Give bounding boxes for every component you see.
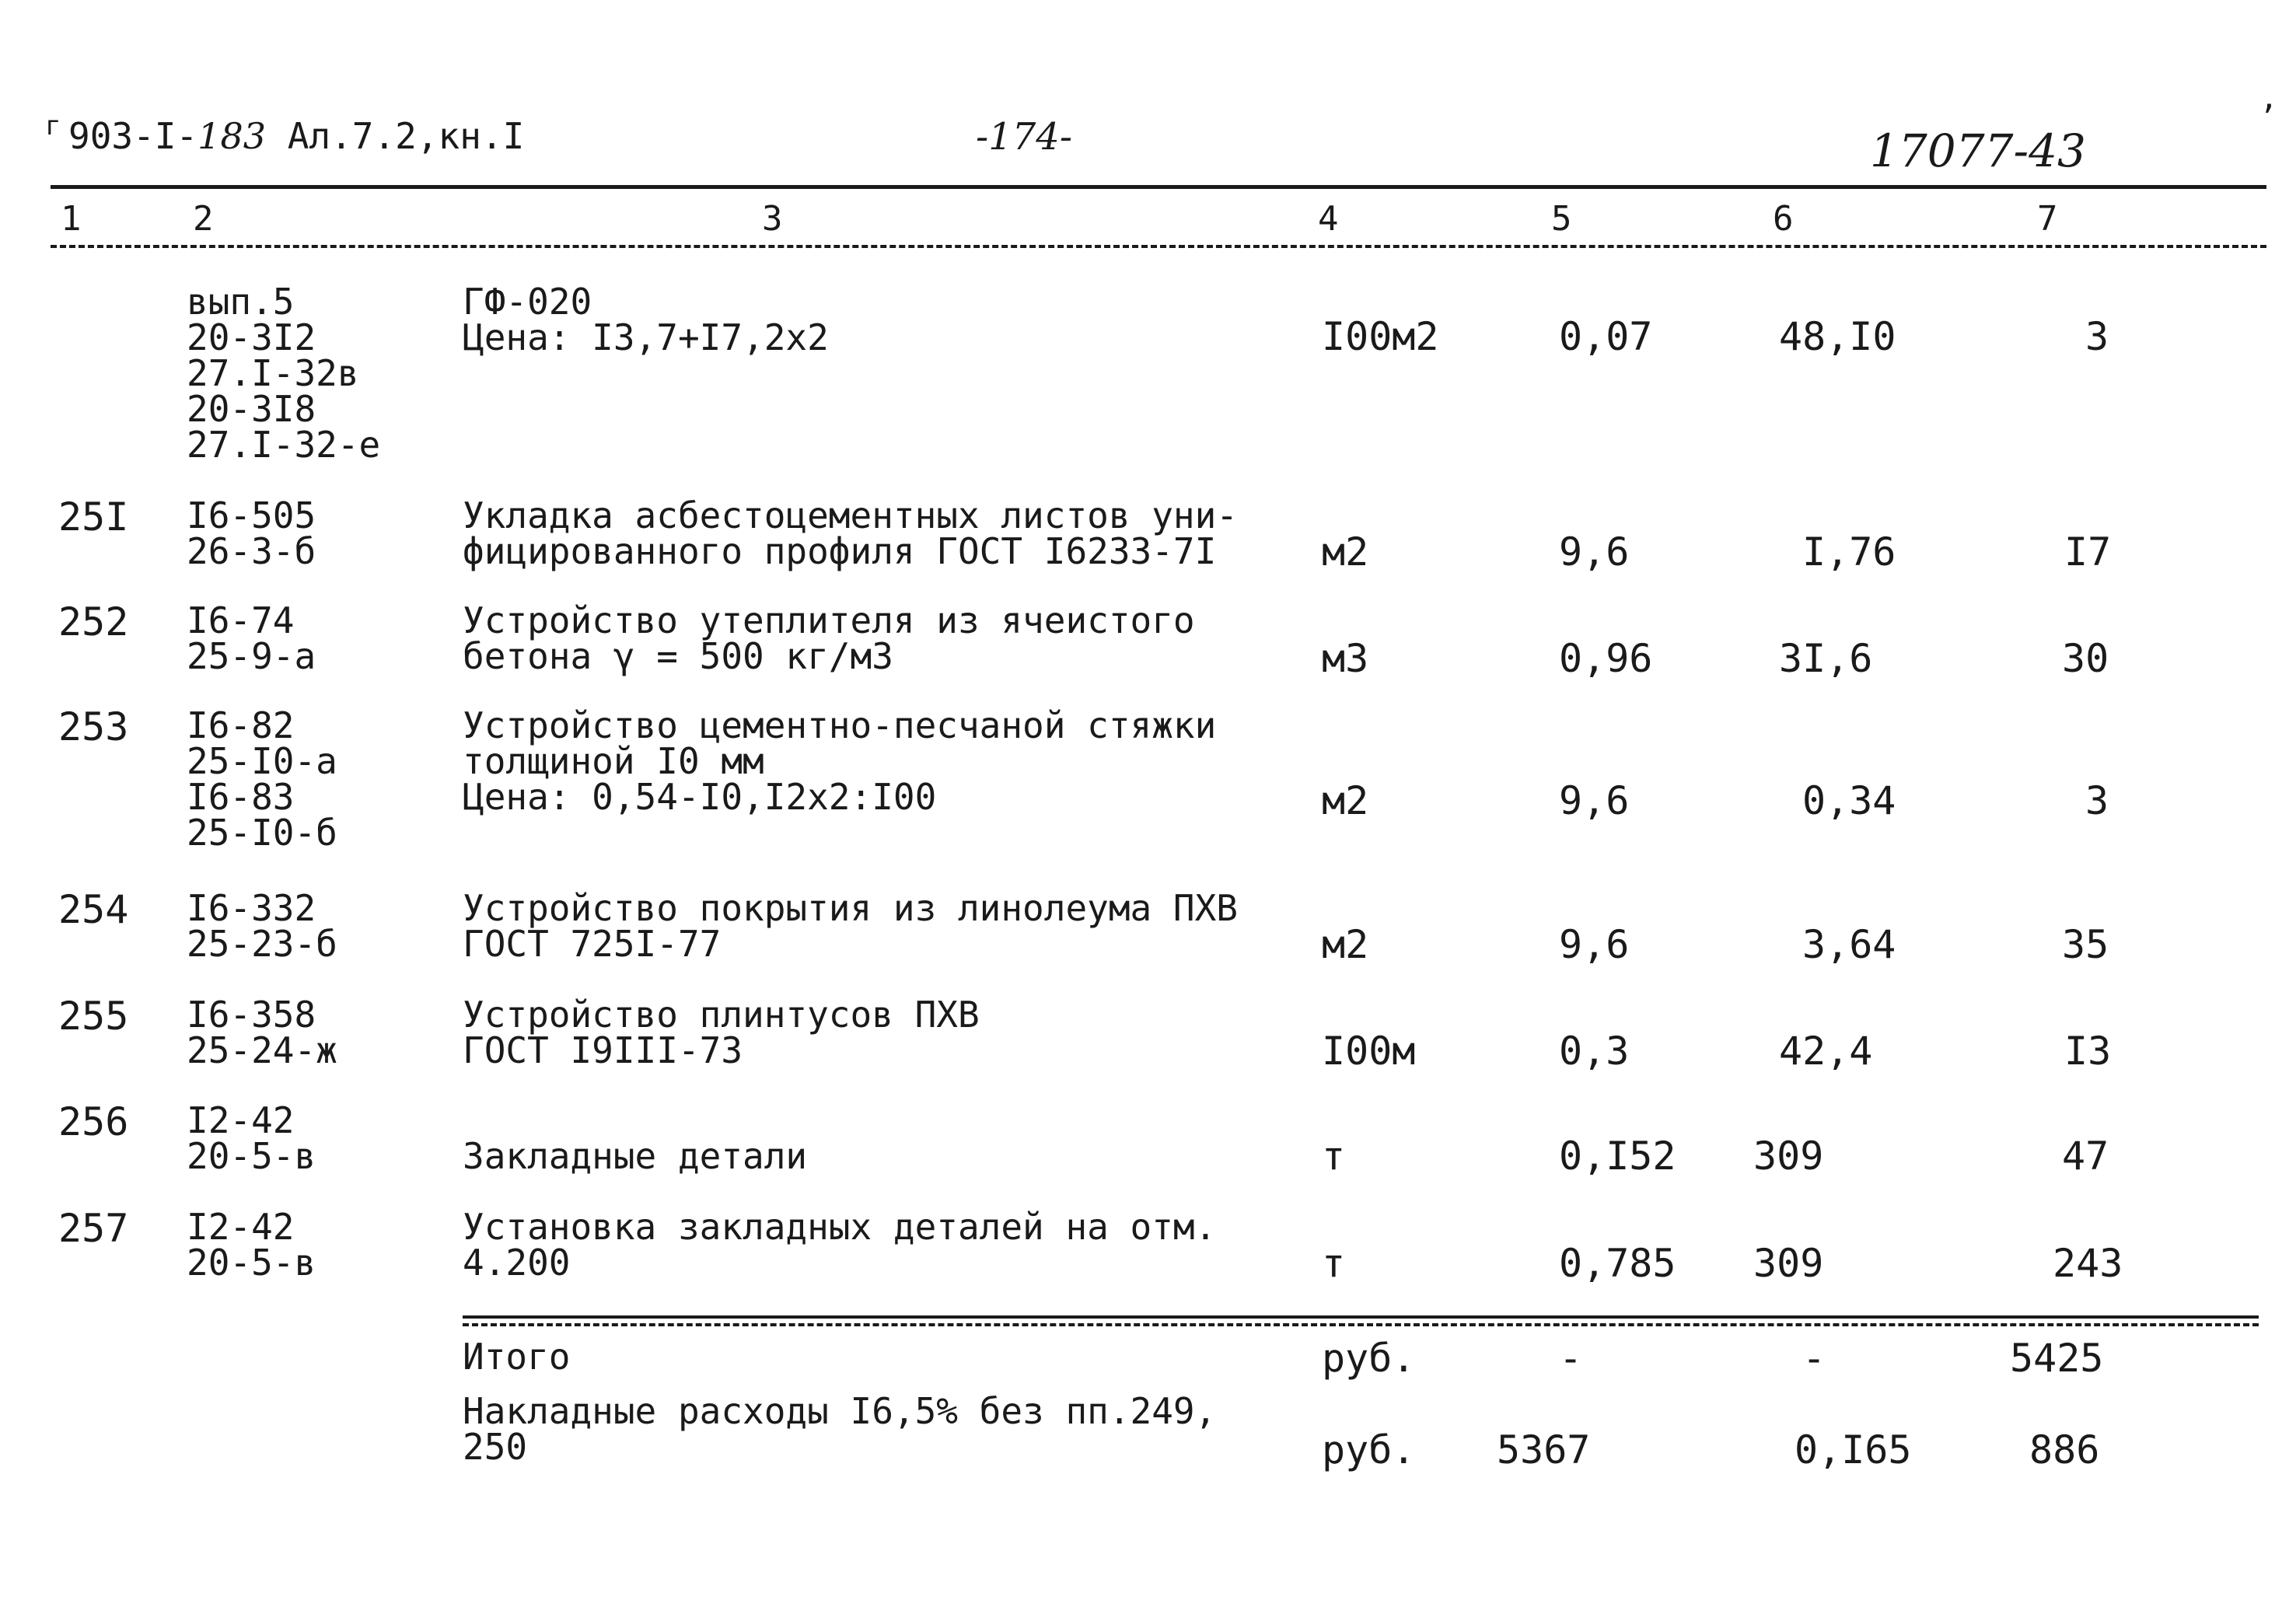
header-top-rule	[51, 185, 2266, 189]
table-row-code: I6-332 25-23-б	[187, 887, 337, 965]
table-row-quantity: 0,07	[1559, 314, 1653, 359]
table-row-total: I3	[2064, 1029, 2112, 1074]
sheet-number: 17077-43	[1870, 124, 2086, 177]
table-row-description: Закладные детали	[463, 1135, 808, 1177]
table-row-description: Устройство плинтусов ПХВ ГОСТ I9III-73	[463, 994, 980, 1071]
table-row-quantity: 9,6	[1559, 529, 1630, 575]
summary-total: 886	[2029, 1427, 2100, 1473]
summary-price: 0,I65	[1795, 1427, 1912, 1473]
table-row-total: 3	[2085, 314, 2109, 359]
table-row-description: ГФ-020 Цена: I3,7+I7,2x2	[463, 281, 829, 358]
table-row-total: 243	[2053, 1241, 2123, 1286]
table-row-price: 42,4	[1779, 1029, 1873, 1074]
summary-unit: руб.	[1322, 1427, 1416, 1473]
table-row-unit: м2	[1322, 778, 1369, 823]
table-row-quantity: 0,I52	[1559, 1134, 1676, 1179]
summary-quantity: -	[1559, 1336, 1583, 1381]
document-code-suffix: Ал.7.2,кн.I	[287, 115, 525, 157]
header-bottom-rule	[51, 245, 2266, 248]
table-row-total: 3	[2085, 778, 2109, 823]
table-row-unit: т	[1322, 1241, 1346, 1286]
table-row-number: 253	[58, 704, 129, 749]
table-row-price: 309	[1753, 1241, 1824, 1286]
table-row-quantity: 0,3	[1559, 1029, 1630, 1074]
table-row-number: 25I	[58, 494, 129, 540]
table-row-unit: т	[1322, 1134, 1346, 1179]
table-row-number: 257	[58, 1206, 129, 1251]
table-row-description: Установка закладных деталей на отм. 4.200	[463, 1206, 1217, 1284]
table-row-unit: м2	[1322, 922, 1369, 967]
table-row-code: I6-74 25-9-а	[187, 599, 316, 677]
table-row-price: 309	[1753, 1134, 1824, 1179]
table-row-unit: I00м2	[1322, 314, 1439, 359]
table-row-code: I6-505 26-3-б	[187, 494, 316, 572]
table-row-total: I7	[2064, 529, 2112, 575]
summary-label: Итого	[463, 1336, 571, 1378]
table-row-unit: м3	[1322, 636, 1369, 681]
table-row-quantity: 0,96	[1559, 636, 1653, 681]
table-row-price: I,76	[1802, 529, 1896, 575]
table-row-quantity: 9,6	[1559, 778, 1630, 823]
table-row-number: 252	[58, 599, 129, 645]
table-row-price: 3I,6	[1779, 636, 1873, 681]
table-row-number: 256	[58, 1099, 129, 1144]
table-row-total: 30	[2062, 636, 2109, 681]
table-row-code: I6-358 25-24-ж	[187, 994, 337, 1071]
table-row-price: 0,34	[1802, 778, 1896, 823]
table-row-unit: I00м	[1322, 1029, 1416, 1074]
summary-total: 5425	[2010, 1336, 2104, 1381]
column-number-2: 2	[193, 199, 214, 239]
table-row-quantity: 9,6	[1559, 922, 1630, 967]
table-row-number: 254	[58, 887, 129, 932]
table-row-number: 255	[58, 994, 129, 1039]
table-row-code: I2-42 20-5-в	[187, 1099, 316, 1177]
page-number: -174-	[976, 115, 1073, 159]
column-number-5: 5	[1551, 199, 1572, 239]
table-row-total: 35	[2062, 922, 2109, 967]
table-row-description: Устройство утеплителя из ячеистого бетона γ = 500 кг/м3	[463, 599, 1195, 677]
table-row-price: 48,I0	[1779, 314, 1896, 359]
table-row-price: 3,64	[1802, 922, 1896, 967]
corner-mark: г	[45, 110, 61, 141]
totals-divider	[463, 1315, 2259, 1319]
totals-divider-dashed	[463, 1323, 2259, 1326]
column-number-4: 4	[1318, 199, 1339, 239]
summary-price: -	[1802, 1336, 1826, 1381]
document-code	[68, 115, 524, 157]
table-row-description: Укладка асбестоцементных листов уни- фицированного профиля ГОСТ I6233-7I	[463, 494, 1238, 572]
column-number-6: 6	[1773, 199, 1794, 239]
corner-tick: ʼ	[2259, 100, 2278, 135]
column-number-3: 3	[762, 199, 783, 239]
document-code-handwritten: 183	[197, 115, 266, 157]
document-code-prefix: 903-I-	[68, 115, 198, 157]
table-row-description: Устройство цементно-песчаной стяжки толщиной I0 мм Цена: 0,54-I0,I2x2:I00	[463, 704, 1217, 818]
table-row-unit: м2	[1322, 529, 1369, 575]
table-row-code: вып.5 20-3I2 27.I-32в 20-3I8 27.I-32-е	[187, 281, 381, 466]
table-row-quantity: 0,785	[1559, 1241, 1676, 1286]
column-number-1: 1	[61, 199, 82, 239]
summary-quantity: 5367	[1497, 1427, 1591, 1473]
table-row-code: I2-42 20-5-в	[187, 1206, 316, 1284]
table-row-code: I6-82 25-I0-а I6-83 25-I0-б	[187, 704, 337, 854]
column-number-7: 7	[2037, 199, 2058, 239]
table-row-total: 47	[2062, 1134, 2109, 1179]
summary-label: Накладные расходы I6,5% без пп.249, 250	[463, 1390, 1217, 1468]
table-row-description: Устройство покрытия из линолеума ПХВ ГОСТ 725I-77	[463, 887, 1238, 965]
summary-unit: руб.	[1322, 1336, 1416, 1381]
